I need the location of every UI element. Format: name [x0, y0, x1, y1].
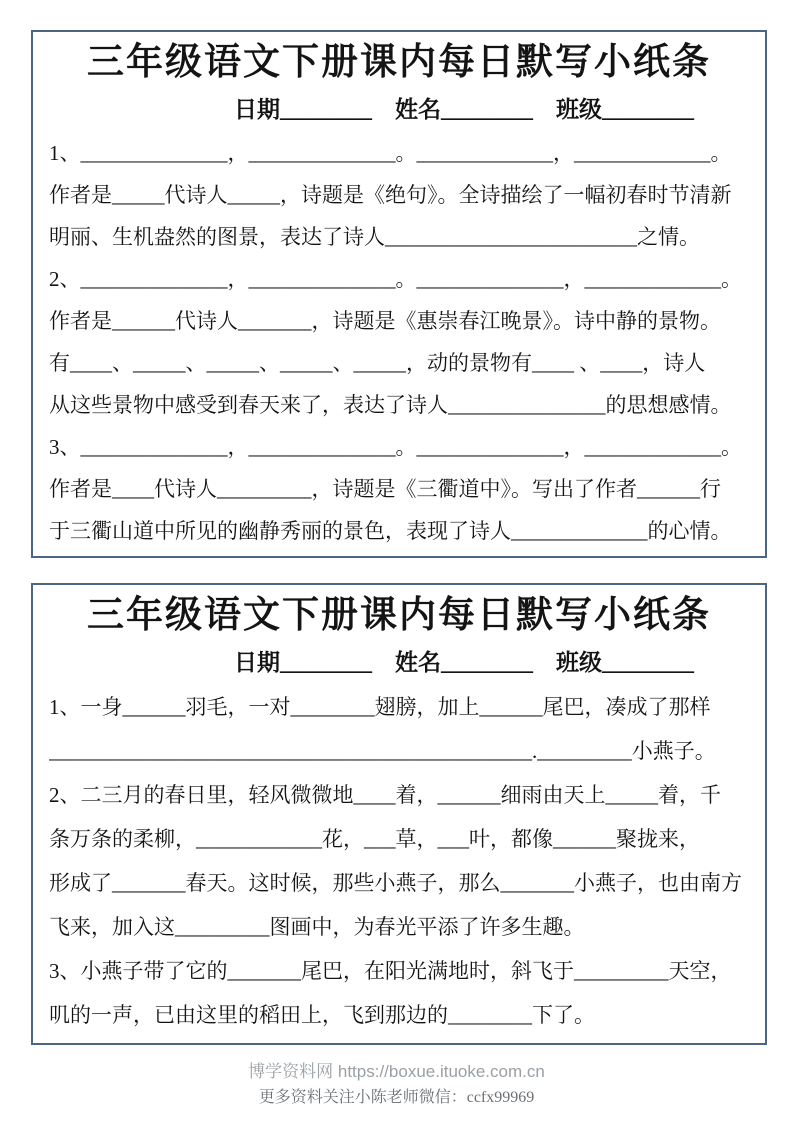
worksheet-line: 有____、_____、_____、_____、_____，动的景物有____ 、____，诗人 [49, 351, 706, 375]
worksheet-card-2 [31, 583, 767, 1045]
worksheet-page [0, 30, 793, 1122]
worksheet-line: 形成了_______春天。这时候，那些小燕子，那么_______小燕子，也由南方 [49, 871, 742, 895]
card-body [49, 685, 749, 1037]
worksheet-line: 于三衢山道中所见的幽静秀丽的景色，表现了诗人_____________的心情。 [49, 519, 732, 543]
worksheet-line: 2、二三月的春日里，轻风微微地____着，______细雨由天上_____着，千 [49, 783, 721, 807]
worksheet-line: 叽的一声，已由这里的稻田上，飞到那边的________下了。 [49, 1003, 595, 1027]
worksheet-line: 作者是_____代诗人_____，诗题是《绝句》。全诗描绘了一幅初春时节清新 [49, 183, 732, 207]
footer-contact-text: 更多资料关注小陈老师微信：ccfx99969 [258, 1089, 535, 1106]
worksheet-line: 从这些景物中感受到春天来了，表达了诗人_______________的思想感情。 [49, 393, 732, 417]
card-title: 三年级语文下册课内每日默写小纸条 [87, 595, 711, 636]
footer-site-link[interactable]: 博学资料网 https://boxue.ituoke.com.cn [248, 1062, 545, 1081]
worksheet-line: 明丽、生机盎然的图景，表达了诗人________________________之情。 [49, 225, 700, 249]
worksheet-card-1 [31, 30, 767, 558]
worksheet-line: 3、小燕子带了它的_______尾巴，在阳光满地时，斜飞于_________天空， [49, 959, 732, 983]
worksheet-line: 条万条的柔柳，____________花，___草，___叶，都像______聚拢来， [49, 827, 700, 851]
worksheet-line: 飞来，加入这_________图画中，为春光平添了许多生趣。 [49, 915, 585, 939]
worksheet-line: 作者是____代诗人_________，诗题是《三衢道中》。写出了作者______行 [49, 477, 721, 501]
worksheet-line: 1、______________，______________。_____________，_____________。 [49, 141, 732, 165]
card-body [49, 132, 749, 552]
worksheet-line: 1、一身______羽毛，一对________翅膀，加上______尾巴，凑成了那样 [49, 695, 711, 719]
meta-line: 日期________ 姓名________ 班级________ [234, 97, 694, 122]
worksheet-line: 作者是______代诗人_______，诗题是《惠崇春江晚景》。诗中静的景物。 [49, 309, 721, 333]
meta-line: 日期________ 姓名________ 班级________ [234, 650, 694, 675]
worksheet-line: 3、______________，______________。______________，_____________。 [49, 435, 742, 459]
card-title: 三年级语文下册课内每日默写小纸条 [87, 42, 711, 83]
worksheet-line: 2、______________，______________。______________，_____________。 [49, 267, 742, 291]
page-footer [0, 1059, 793, 1111]
worksheet-line: ______________________________________________._________小燕子。 [49, 739, 716, 763]
